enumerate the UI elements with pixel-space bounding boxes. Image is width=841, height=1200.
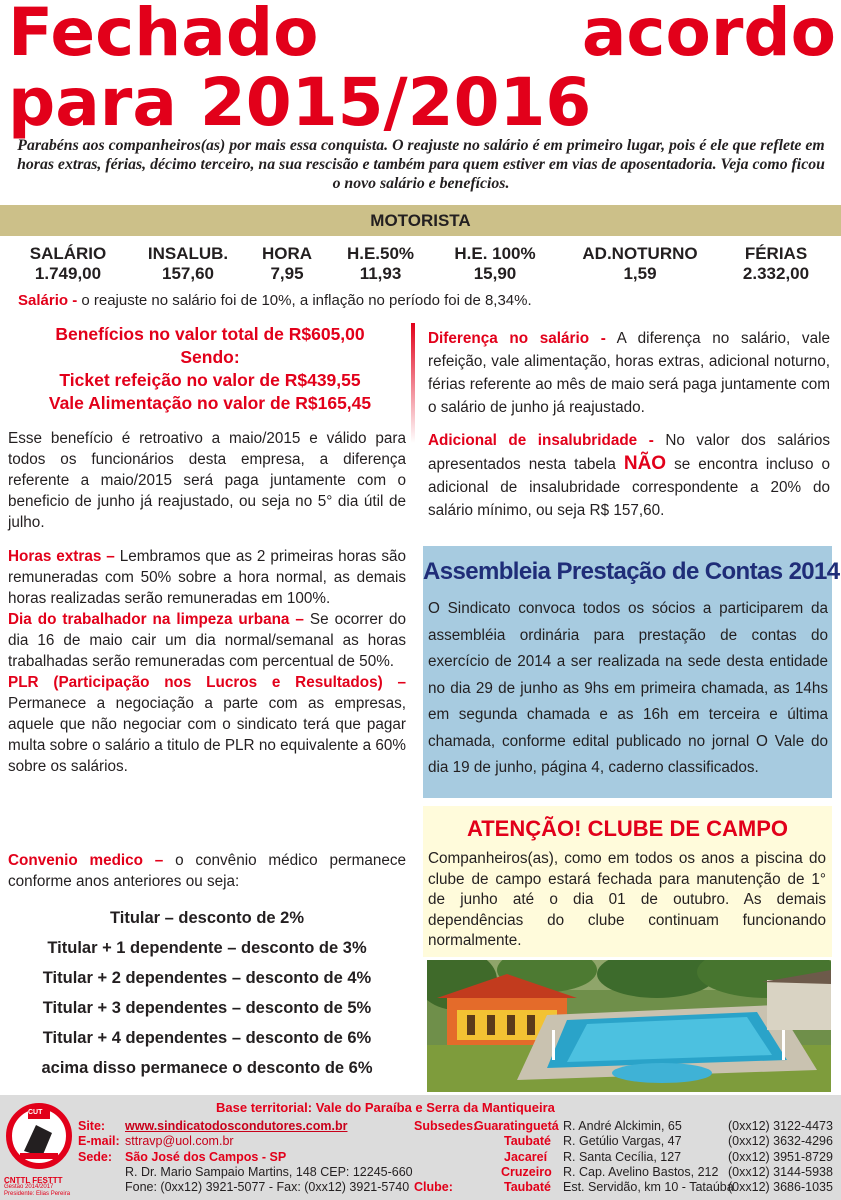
convenio-text: o convênio médico permanece conforme anos anteriores ou seja: (8, 852, 406, 890)
assembly-title: Assembleia Prestação de Contas 2014 (423, 558, 840, 585)
item-label: Horas extras – (8, 548, 115, 565)
subsede-address: R. Getúlio Vargas, 47 (563, 1134, 682, 1148)
he50-col (333, 244, 428, 284)
diferenca-item (428, 327, 830, 419)
clube-title: ATENÇÃO! CLUBE DE CAMPO (466, 816, 789, 841)
hora-col (252, 244, 322, 284)
adnoturno-col-value: 1,59 (623, 264, 657, 283)
clube-label: Clube: (414, 1180, 453, 1194)
hora-col-value: 7,95 (270, 264, 304, 283)
he50-col-value: 11,93 (359, 264, 402, 283)
benefits-total: Benefícios no valor total de R$605,00 (55, 324, 365, 344)
sede-address: R. Dr. Mario Sampaio Martins, 148 CEP: 12245-660 (125, 1165, 413, 1179)
logo-caption (4, 1177, 70, 1198)
subsede-phone: (0xx12) 3122-4473 (728, 1119, 833, 1133)
adnoturno-col-label: AD.NOTURNO (582, 244, 698, 263)
ferias-col-value: 2.332,00 (742, 264, 810, 283)
footer (0, 1095, 841, 1200)
item-label: PLR (Participação nos Lucros e Resultados) – (8, 674, 406, 691)
item-label: Dia do trabalhador na limpeza urbana – (8, 611, 304, 628)
logo-text: CUT (28, 1109, 43, 1116)
subsede-phone: (0xx12) 3144-5938 (728, 1165, 833, 1179)
headline-line-2: para 2015/2016 (8, 64, 592, 141)
intro-text: Parabéns aos companheiros(as) por mais essa conquista. O reajuste no salário é em primeiro lugar, pois é ele que reflete em horas extras, férias, décimo terceiro, na sua rescisão e também para quem estiver em vias de aposentadoria. Veja como ficou o novo salário e benefícios. (17, 137, 825, 192)
subsede-address: R. Santa Cecília, 127 (563, 1150, 682, 1164)
salary-col-label: SALÁRIO (29, 244, 107, 263)
diferenca-text: A diferença no salário, vale refeição, vale alimentação, horas extras, adicional noturno, férias referente ao mês de maio será paga juntamente com o salário de junho já reajustado. (428, 330, 830, 416)
site-label: Site: (78, 1119, 106, 1133)
horas-extras-item (8, 546, 406, 609)
discount-item: Titular + 3 dependentes – desconto de 5% (42, 999, 372, 1017)
sede-label: Sede: (78, 1150, 113, 1164)
discount-item: Titular + 2 dependentes – desconto de 4% (42, 969, 372, 987)
benefits-title (0, 323, 420, 415)
subsede-phone: (0xx12) 3686-1035 (728, 1180, 833, 1194)
hora-col-label: HORA (261, 244, 313, 263)
item-text: Lembramos que as 2 primeiras horas são remuneradas com 50% sobre a hora normal, as demais horas realizadas serão remuneradas em 100%. (8, 548, 406, 607)
site-link[interactable]: www.sindicatodoscondutores.com.br (125, 1119, 348, 1133)
headline-word-fechado: Fechado (8, 0, 319, 71)
convenio-item (8, 850, 406, 892)
insalub-col (137, 244, 239, 284)
subsede-phone: (0xx12) 3632-4296 (728, 1134, 833, 1148)
subsede-phone: (0xx12) 3951-8729 (728, 1150, 833, 1164)
role-bar: MOTORISTA (0, 205, 841, 236)
logo-caption-3: Presidente: Elias Pereira (4, 1191, 71, 1197)
salary-table (0, 244, 841, 286)
assembly-box (423, 546, 840, 798)
footer-title: Base territorial: Vale do Paraíba e Serra da Mantiqueira (216, 1100, 555, 1115)
email-link[interactable]: sttravp@uol.com.br (125, 1134, 234, 1148)
logo-caption-2: Gestão 2014/2017 (4, 1184, 54, 1190)
discount-item: acima disso permanece o desconto de 6% (41, 1059, 373, 1077)
email-label: E-mail: (78, 1134, 120, 1148)
discount-item: Titular – desconto de 2% (109, 909, 305, 927)
benefits-ticket: Ticket refeição no valor de R$439,55 (59, 370, 361, 390)
sede-city: São José dos Campos - SP (125, 1150, 287, 1164)
assembly-text: O Sindicato convoca todos os sócios a participarem da assembléia ordinária para prestação de contas do exercício de 2014 a ser realizada na sede desta entidade no dia 29 de junho as 9hs em primeira chamada, as 14hs em segunda chamada e as 16h em terceira e última chamada, conforme edital publicado no jornal O Vale do dia 19 de junho, página 4, caderno classificados. (428, 600, 828, 776)
discount-list (8, 903, 406, 1083)
insalubridade-text-b: se encontra incluso o adicional de insalubridade correspondente a 20% do salário mínimo, ou seja R$ 157,60. (428, 456, 830, 519)
salary-note (18, 292, 532, 310)
subsede-address: R. Cap. Avelino Bastos, 212 (563, 1165, 719, 1179)
pool-photo (427, 960, 831, 1092)
discount-item: Titular + 4 dependentes – desconto de 6% (42, 1029, 372, 1047)
he100-col-value: 15,90 (473, 264, 517, 283)
subsede-address: Est. Servidão, km 10 - Tataúba (563, 1180, 734, 1194)
nao-emphasis: NÃO (623, 453, 667, 474)
subsede-city: Guaratinguetá (474, 1119, 559, 1133)
subsede-city: Taubaté (504, 1134, 551, 1148)
adnoturno-col (572, 244, 708, 284)
item-text: Se ocorrer do dia 16 de maio cair um dia normal/semanal as horas trabalhadas serão remuneradas com percentual de 50%. (8, 611, 407, 670)
salary-col-value: 1.749,00 (34, 264, 102, 283)
insalubridade-label: Adicional de insalubridade - (428, 432, 654, 449)
item-text: Permanece a negociação a parte com as empresas, aquele que não negociar com o sindicato terá que pagar multa sobre o salário a titulo de PLR no equivalente a 60% sobre os salários. (8, 695, 406, 775)
plr-item (8, 672, 406, 777)
pool-photo-illustration (427, 960, 831, 1092)
ferias-col (728, 244, 824, 284)
insalubridade-text-a: No valor dos salários apresentados nesta tabela (428, 432, 830, 473)
benefits-text: Esse benefício é retroativo a maio/2015 e válido para todos os funcionários desta empresa, a diferença referente a maio/2015 será paga juntamente com o beneficio de junho já reajustado, ou seja no 5° dia útil de julho. (8, 430, 406, 531)
subsede-city: Taubaté (504, 1180, 551, 1194)
headline-word-acordo: acordo (581, 0, 836, 71)
left-items (8, 546, 406, 777)
subsedes-label: Subsedes: (414, 1119, 478, 1133)
insalub-col-value: 157,60 (162, 264, 214, 283)
salary-note-label: Salário - (18, 292, 78, 309)
diferenca-label: Diferença no salário - (428, 330, 606, 347)
benefits-vale: Vale Alimentação no valor de R$165,45 (48, 393, 372, 413)
ferias-col-label: FÉRIAS (744, 244, 808, 263)
discount-item: Titular + 1 dependente – desconto de 3% (47, 939, 367, 957)
insalubridade-item (428, 429, 830, 522)
subsede-address: R. André Alckimin, 65 (563, 1119, 682, 1133)
salary-col (18, 244, 118, 284)
clube-box (423, 806, 832, 957)
he50-col-label: H.E.50% (346, 244, 415, 263)
right-top (428, 327, 830, 522)
logo-caption-1: CNTTL FESTTT (4, 1176, 63, 1185)
salary-note-text: o reajuste no salário foi de 10%, a inflação no período foi de 8,34%. (77, 292, 532, 309)
convenio-label: Convenio medico – (8, 852, 164, 869)
benefits-sendo: Sendo: (180, 347, 240, 367)
insalub-col-label: INSALUB. (147, 244, 229, 263)
subsede-city: Jacareí (504, 1150, 548, 1164)
he100-col (440, 244, 550, 284)
he100-col-label: H.E. 100% (454, 244, 536, 263)
subsede-city: Cruzeiro (501, 1165, 552, 1179)
headline-line-1 (8, 0, 836, 71)
clube-text: Companheiros(as), como em todos os anos a piscina do clube de campo estará fechada para manutenção de 1° de junho até o dia 01 de outubro. As demais dependências do clube continuam funcionando normalmente. (428, 850, 826, 949)
limpeza-urbana-item (8, 609, 406, 672)
sede-phone: Fone: (0xx12) 3921-5077 - Fax: (0xx12) 3921-5740 (125, 1180, 410, 1194)
